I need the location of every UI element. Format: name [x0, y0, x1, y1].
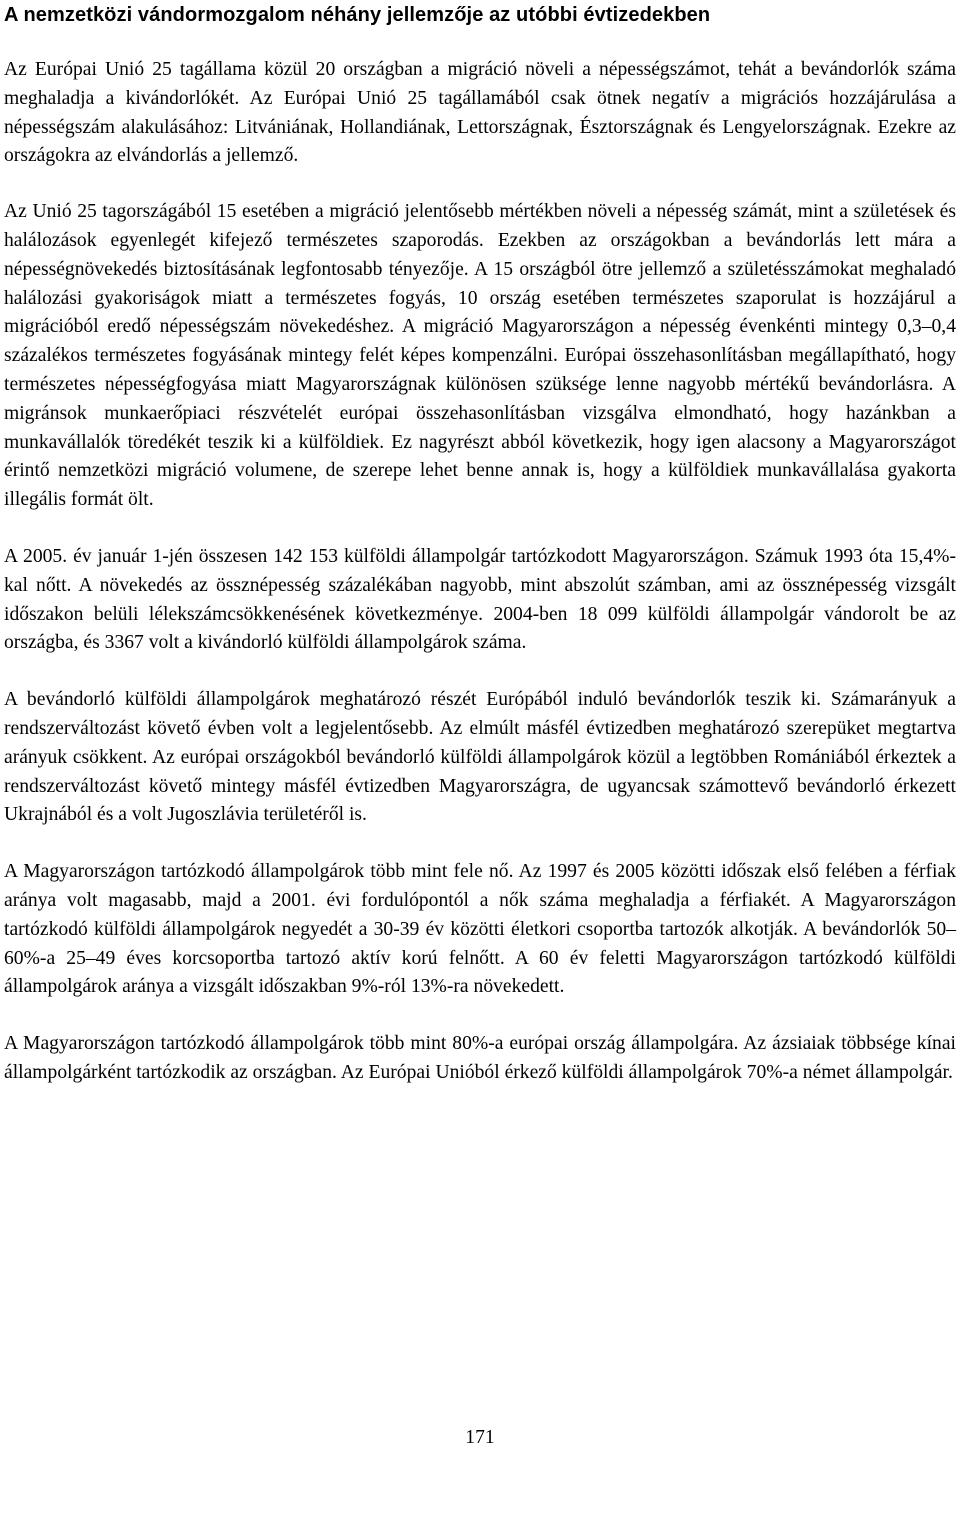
paragraph-gender-age: A Magyarországon tartózkodó állampolgárok több mint fele nő. Az 1997 és 2005 közötti időszak első felében a férfiak aránya volt magasabb, majd a 2001. évi fordulópontól a nők száma meghaladja a férfiakét. A Magyarországon tartózkodó külföldi állampolgárok negyedét a 30-39 év közötti életkori csoportba tartozók alkotják. A bevándorlók 50–60%-a 25–49 éves korcsoportba tartozó aktív korú felnőtt. A 60 év feletti Magyarországon tartózkodó külföldi állampolgárok aránya a vizsgált időszakban 9%-ról 13%-ra növekedett. — [4, 861, 956, 998]
paragraph-natural-growth: Az Unió 25 tagországából 15 esetében a migráció jelentősebb mértékben növeli a népesség számát, mint a születések és halálozások egyenlegét kifejező természetes szaporodás. Ezekben az országokban a bevándorlás lett mára a népességnövekedés biztosításának legfontosabb tényezője. A 15 országból ötre jellemző a születésszámokat meghaladó halálozási gyakoriságok miatt a természetes fogyás, 10 ország esetében természetes szaporulat is hozzájárul a migrációból eredő népességszám növekedéshez. A migráció Magyarországon a népesség évenkénti mintegy 0,3–0,4 százalékos természetes fogyásának mintegy felét képes kompenzálni. Európai összehasonlításban megállapítható, hogy természetes népességfogyása miatt Magyarországnak különösen szüksége lenne nagyobb mértékű bevándorlásra. A migránsok munkaerőpiaci részvételét európai összehasonlításban vizsgálva elmondható, hogy hazánkban a munkavállalók töredékét teszik ki a külföldiek. Ez nagyrészt abból következik, hogy igen alacsony a Magyarországot érintő nemzetközi migráció volumene, de szerepe lehet benne annak is, hogy a külföldiek munkavállalása gyakorta illegális formát ölt. — [4, 201, 956, 511]
page-number: 171 — [465, 1427, 495, 1448]
document-title: A nemzetközi vándormozgalom néhány jellemzője az utóbbi évtizedekben — [4, 4, 711, 26]
document-page — [4, 0, 956, 1088]
paragraph-foreign-citizens-2005: A 2005. év január 1-jén összesen 142 153 külföldi állampolgár tartózkodott Magyarországon. Számuk 1993 óta 15,4%-kal nőtt. A növekedés az össznépesség százalékában nagyobb, mint abszolút számban, ami az össznépesség vizsgált időszakon belüli lélekszámcsökkenésének következménye. 2004-ben 18 099 külföldi állampolgár vándorolt be az országba, és 3367 volt a kivándorló külföldi állampolgárok száma. — [4, 545, 956, 654]
paragraph-citizenship-origin: A Magyarországon tartózkodó állampolgárok több mint 80%-a európai ország állampolgára. Az ázsiaiak többsége kínai állampolgárként tartózkodik az országban. Az Európai Unióból érkező külföldi állampolgárok 70%-a német állampolgár. — [4, 1033, 956, 1083]
paragraph-european-immigrants: A bevándorló külföldi állampolgárok meghatározó részét Európából induló bevándorlók teszik ki. Számarányuk a rendszerváltozást követő évben volt a legjelentősebb. Az elmúlt másfél évtizedben meghatározó szerepüket megtartva arányuk csökkent. Az európai országokból bevándorló külföldi állampolgárok közül a legtöbben Romániából érkeztek a rendszerváltozást követő mintegy másfél évtizedben Magyarországra, de ugyancsak számottevő bevándorló érkezett Ukrajnából és a volt Jugoszlávia területéről is. — [4, 689, 956, 826]
paragraph-eu-migration: Az Európai Unió 25 tagállama közül 20 országban a migráció növeli a népességszámot, tehát a bevándorlók száma meghaladja a kivándorlókét. Az Európai Unió 25 tagállamából csak ötnek negatív a migrációs hozzájárulása a népességszám alakulásához: Litvániának, Hollandiának, Lettországnak, Észtországnak és Lengyelországnak. Ezekre az országokra az elvándorlás a jellemző. — [4, 59, 956, 167]
